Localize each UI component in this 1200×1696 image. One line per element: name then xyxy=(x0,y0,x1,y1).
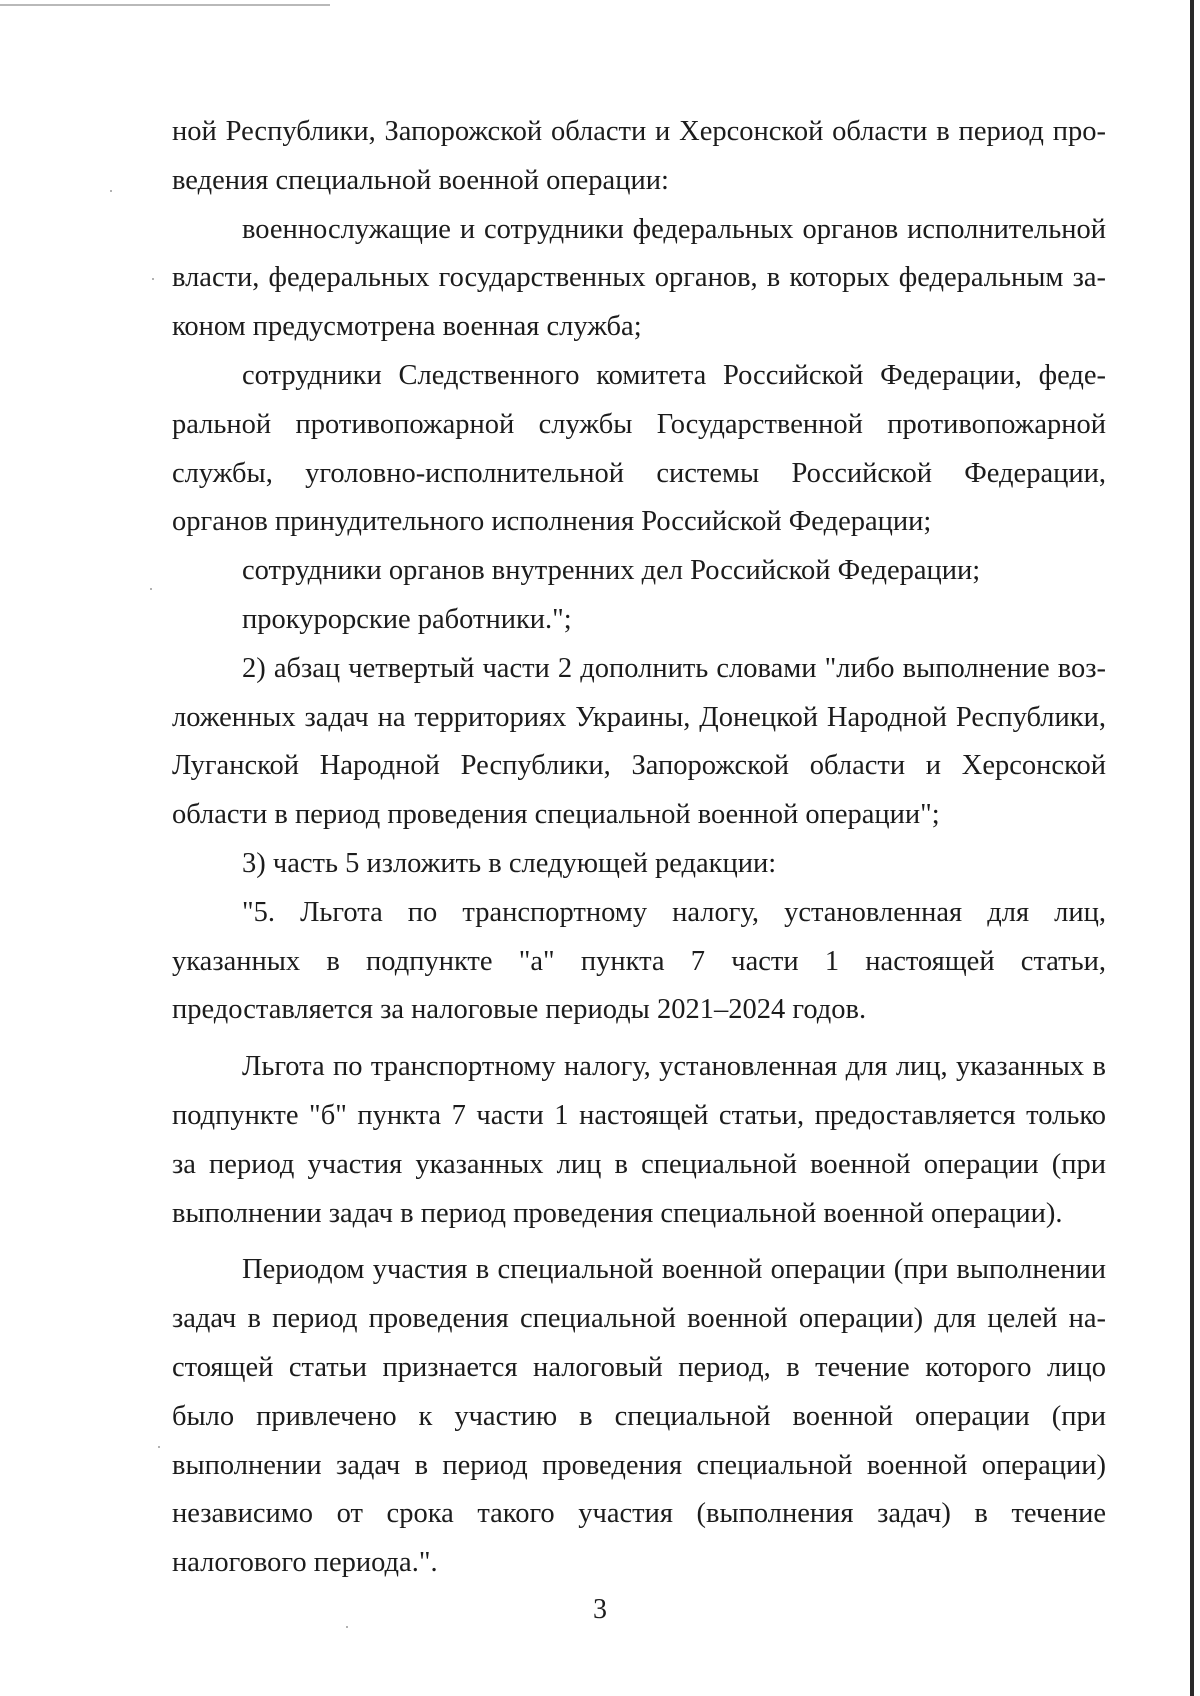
paragraph-participation-period: Периодом участия в специальной военной операции (при выполнении задач в период проведения специальной военной операции) для целей настоящей статьи признается налоговый период, в течение которого лицо было привлечено к участию в специальной военной операции (при выполнении задач в период проведения специальной военной операции) независимо от срока такого участия (выполнения задач) в течение налогового периода.". xyxy=(172,1254,1106,1579)
paragraph-internal-affairs: сотрудники органов внутренних дел Российской Федерации; xyxy=(242,555,981,587)
paragraph-military-personnel: военнослужащие и сотрудники федеральных органов исполнительной власти, федеральных государственных органов, в которых федеральным законом предусмотрена военная служба; xyxy=(172,213,1106,343)
paragraph-item-3: 3) часть 5 изложить в следующей редакции: xyxy=(242,847,777,879)
scan-speck xyxy=(152,278,154,280)
paragraph-clause-5: "5. Льгота по транспортному налогу, установленная для лиц, указанных в подпункте "а" пункта 7 части 1 настоящей статьи, предоставляется за налоговые периоды 2021–2024 годов. xyxy=(172,896,1106,1026)
paragraph-benefit-period: Льгота по транспортному налогу, установленная для лиц, указанных в подпункте "б" пункта 7 части 1 настоящей статьи, предоставляется только за период участия указанных лиц в специальной военной операции (при выполнении задач в период проведения специальной военной операции). xyxy=(172,1051,1106,1229)
document-body xyxy=(172,108,1106,1588)
paragraph-continuation: ной Республики, Запорожской области и Херсонской области в период проведения специальной военной операции: xyxy=(172,116,1106,196)
scan-speck xyxy=(150,588,152,590)
scan-speck xyxy=(110,190,112,192)
page-number: 3 xyxy=(593,1594,607,1625)
scan-top-rule xyxy=(0,4,330,6)
scan-right-edge xyxy=(1190,0,1194,1696)
scan-speck xyxy=(158,1446,160,1448)
paragraph-investigative-committee: сотрудники Следственного комитета Российской Федерации, федеральной противопожарной службы Государственной противопожарной службы, уголовно-исполнительной системы Российской Федерации, органов принудительного исполнения Российской Федерации; xyxy=(172,359,1106,538)
paragraph-prosecutors: прокурорские работники."; xyxy=(242,603,572,635)
paragraph-item-2: 2) абзац четвертый части 2 дополнить словами "либо выполнение возложенных задач на территориях Украины, Донецкой Народной Республики, Луганской Народной Республики, Запорожской области и Херсонской области в период проведения специальной военной операции"; xyxy=(172,652,1106,831)
